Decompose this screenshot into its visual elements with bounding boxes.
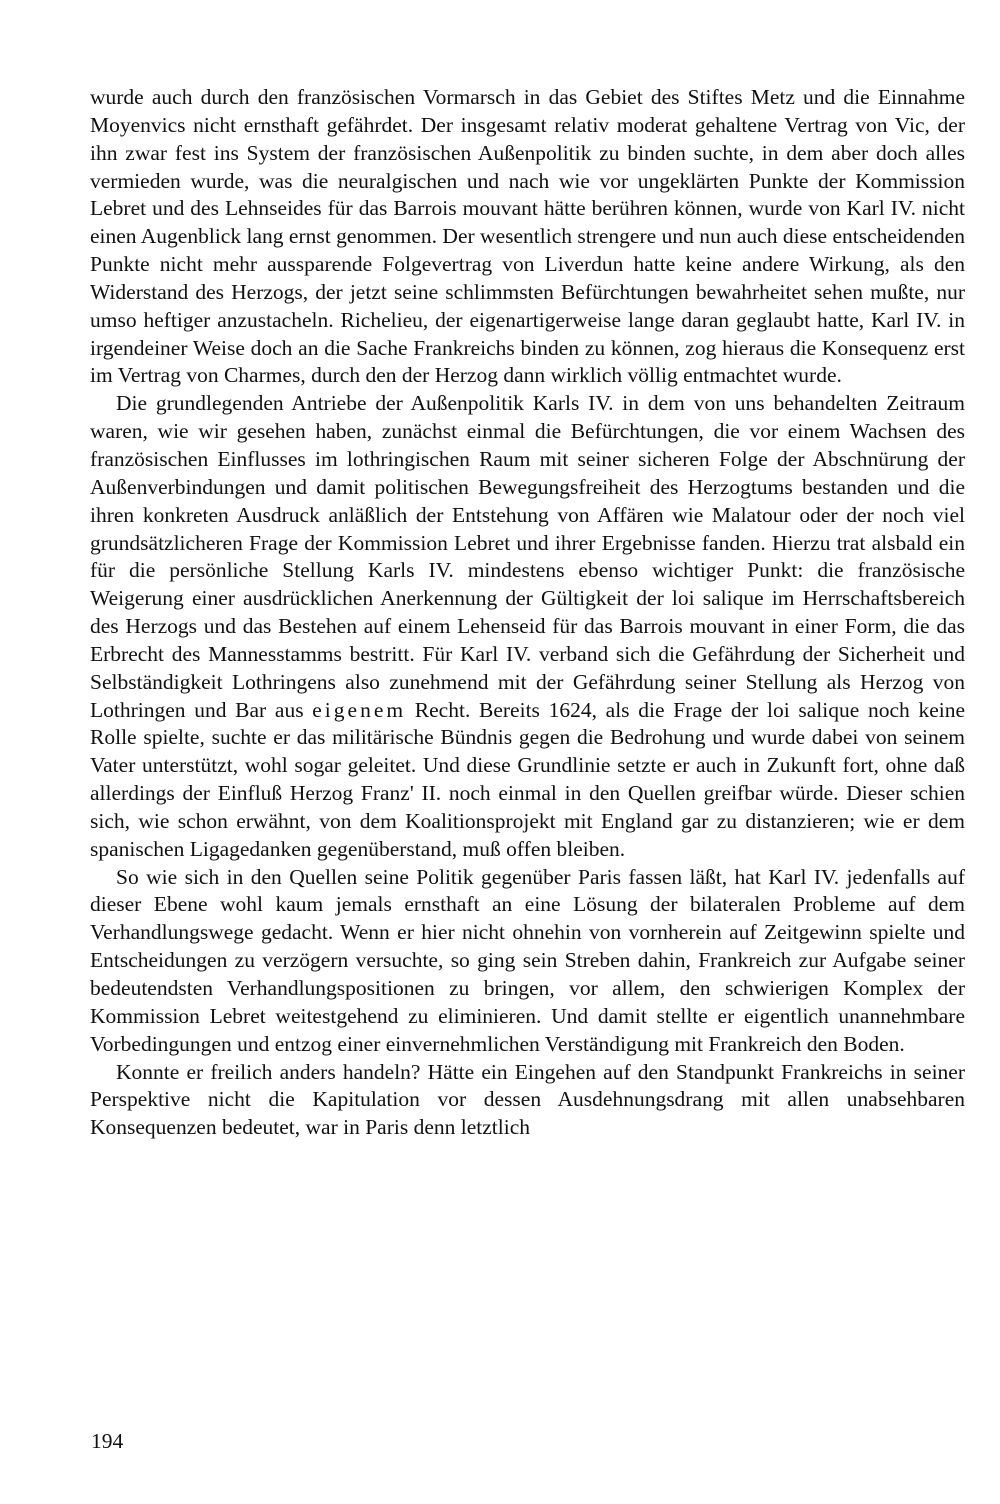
- paragraph-2: [90, 390, 965, 863]
- emphasis-eigenem: eigenem: [312, 697, 407, 722]
- paragraph-2-text-before: Die grundlegenden Antriebe der Außenpolitik Karls IV. in dem von uns behandelten Zeitraum waren, wie wir gesehen haben, zunächst einmal die Befürchtungen, die vor einem Wachsen des französischen Einflusses im lothringischen Raum mit seiner sicheren Folge der Abschnürung der Außenverbindungen und damit politischen Bewegungsfreiheit des Herzogtums bestanden und die ihren konkreten Ausdruck anläßlich der Entstehung von Affären wie Malatour oder der noch viel grundsätzlicheren Frage der Kommission Lebret und ihrer Ergebnisse fanden. Hierzu trat alsbald ein für die persönliche Stellung Karls IV. mindestens ebenso wichtiger Punkt: die französische Weigerung einer ausdrücklichen Anerkennung der Gültigkeit der loi salique im Herrschaftsbereich des Herzogs und das Bestehen auf einem Lehenseid für das Barrois mouvant in einer Form, die das Erbrecht des Mannesstamms bestritt. Für Karl IV. verband sich die Gefährdung der Sicherheit und Selbständigkeit Lothringens also zunehmend mit der Gefährdung seiner Stellung als Herzog von Lothringen und Bar aus: [90, 391, 965, 722]
- paragraph-3: So wie sich in den Quellen seine Politik gegenüber Paris fassen läßt, hat Karl IV. jedenfalls auf dieser Ebene wohl kaum jemals ernsthaft an eine Lösung der bilateralen Probleme auf dem Verhandlungswege gedacht. Wenn er hier nicht ohnehin von vornherein auf Zeitgewinn spielte und Entscheidungen zu verzögern versuchte, so ging sein Streben dahin, Frankreich zur Aufgabe seiner bedeutendsten Verhandlungspositionen zu bringen, vor allem, den schwierigen Komplex der Kommission Lebret weitestgehend zu eliminieren. Und damit stellte er eigentlich unannehmbare Vorbedingungen und entzog einer einvernehmlichen Verständigung mit Frankreich den Boden.: [90, 864, 965, 1056]
- page-body: [90, 84, 965, 1142]
- page-number: 194: [91, 1429, 124, 1453]
- paragraph-4: Konnte er freilich anders handeln? Hätte ein Eingehen auf den Standpunkt Frankreichs in seiner Perspektive nicht die Kapitulation vor dessen Ausdehnungsdrang mit allen unabsehbaren Konsequenzen bedeutet, war in Paris denn letztlich: [90, 1059, 965, 1140]
- paragraph-1: wurde auch durch den französischen Vormarsch in das Gebiet des Stiftes Metz und die Einnahme Moyenvics nicht ernsthaft gefährdet. Der insgesamt relativ moderat gehaltene Vertrag von Vic, der ihn zwar fest ins System der französischen Außenpolitik zu binden suchte, in dem aber doch alles vermieden wurde, was die neuralgischen und nach wie vor ungeklärten Punkte der Kommission Lebret und des Lehnseides für das Barrois mouvant hätte berühren können, wurde von Karl IV. nicht einen Augenblick lang ernst genommen. Der wesentlich strengere und nun auch diese entscheidenden Punkte nicht mehr aussparende Folgevertrag von Liverdun hatte keine andere Wirkung, als den Widerstand des Herzogs, der jetzt seine schlimmsten Befürchtungen bewahrheitet sehen mußte, nur umso heftiger anzustacheln. Richelieu, der eigenartigerweise lange daran geglaubt hatte, Karl IV. in irgendeiner Weise doch an die Sache Frankreichs binden zu können, zog hieraus die Konsequenz erst im Vertrag von Charmes, durch den der Herzog dann wirklich völlig entmachtet wurde.: [90, 85, 965, 388]
- paragraph-2-text-after: Recht. Bereits 1624, als die Frage der loi salique noch keine Rolle spielte, suchte er das militärische Bündnis gegen die Bedrohung und wurde dabei von seinem Vater unterstützt, wohl sogar geleitet. Und diese Grundlinie setzte er auch in Zukunft fort, ohne daß allerdings der Einfluß Herzog Franz' II. noch einmal in den Quellen greifbar würde. Dieser schien sich, wie schon erwähnt, von dem Koalitionsprojekt mit England gar zu distanzieren; wie er dem spanischen Ligagedanken gegenüberstand, muß offen bleiben.: [90, 697, 966, 861]
